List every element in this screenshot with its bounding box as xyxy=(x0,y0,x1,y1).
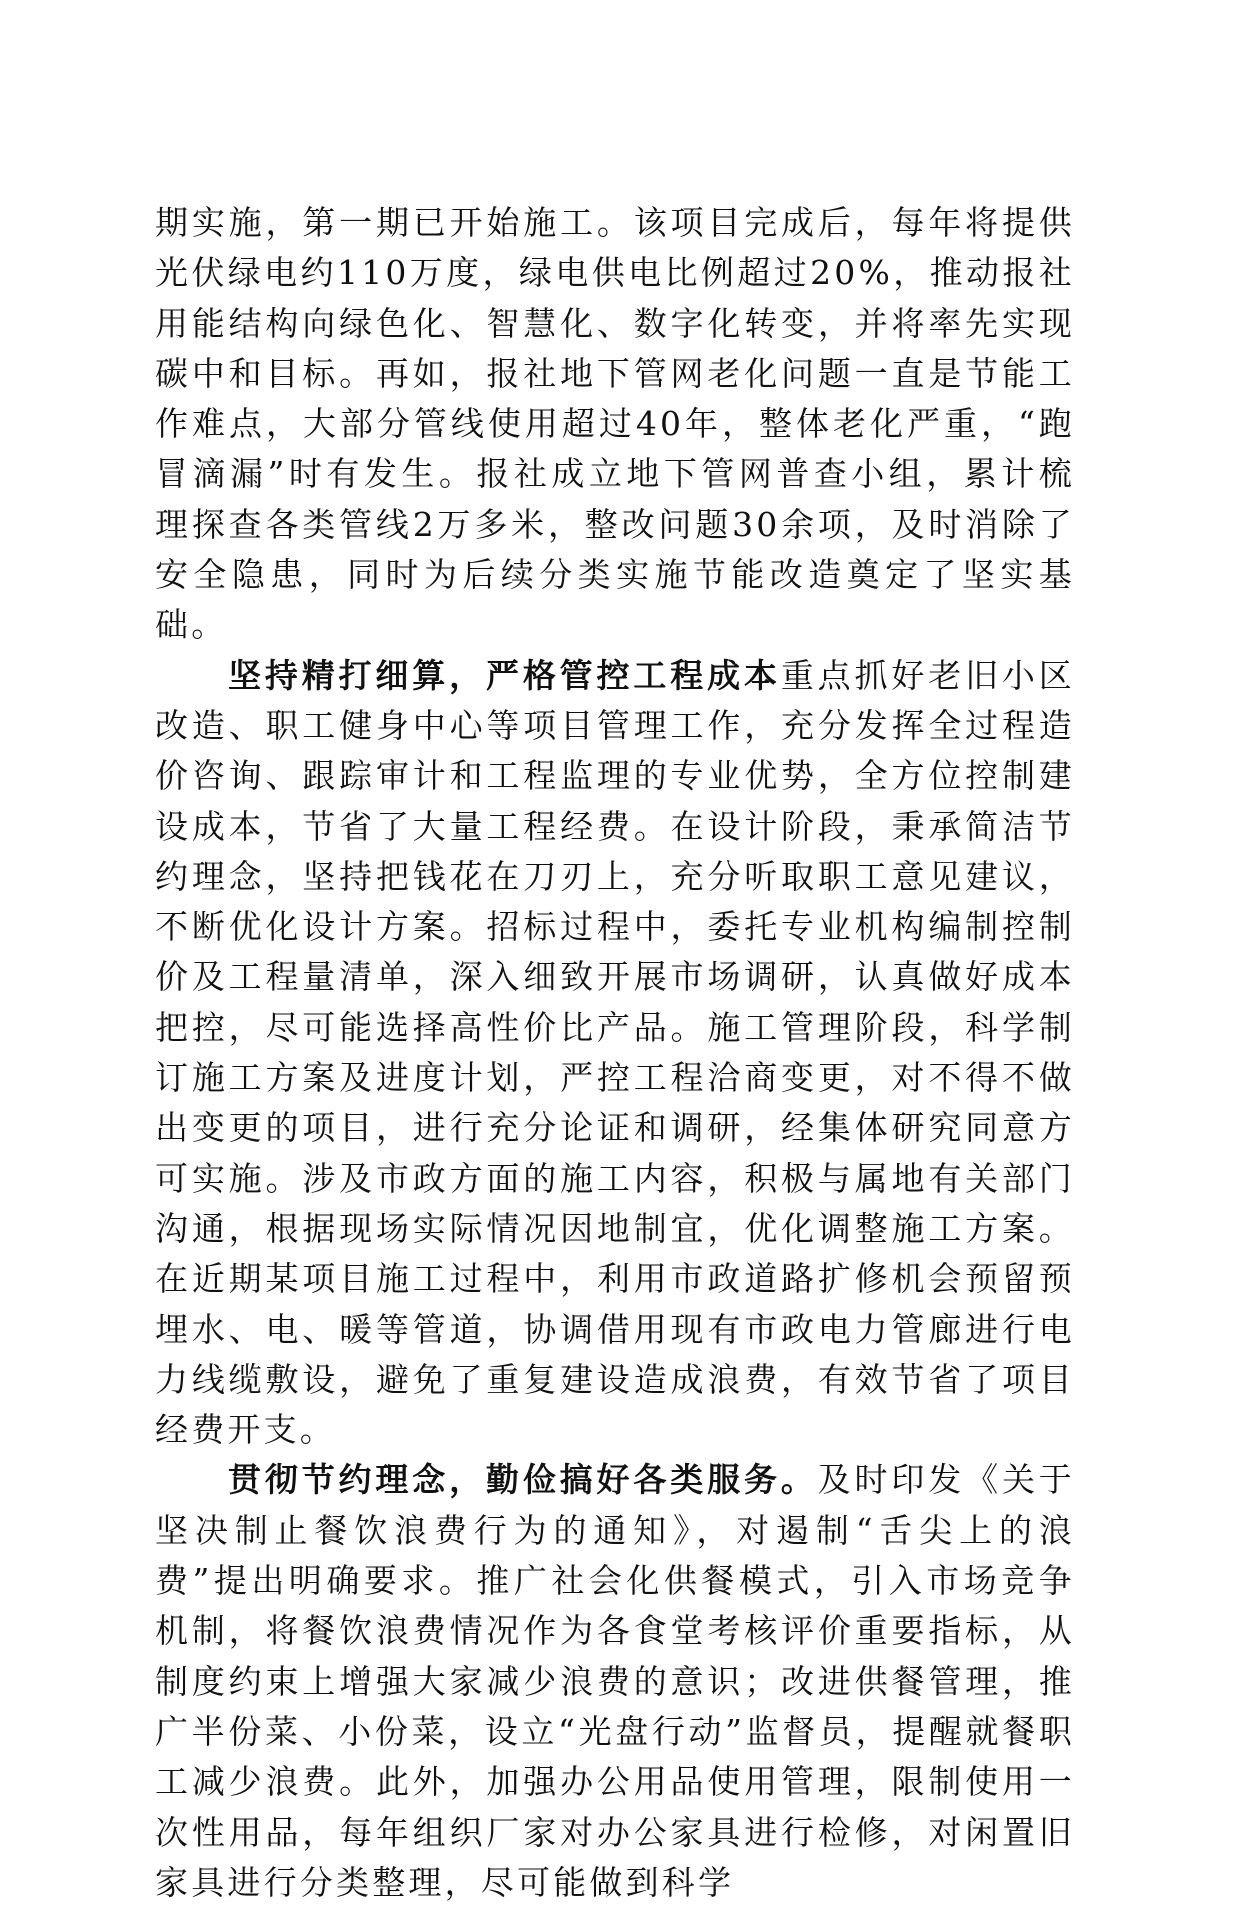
paragraph-1 xyxy=(155,198,1075,651)
paragraph-2 xyxy=(155,651,1075,1456)
paragraph-3-heading: 贯彻节约理念，勤俭搞好各类服务。 xyxy=(228,1460,818,1500)
paragraph-3 xyxy=(155,1455,1075,1908)
paragraph-2-heading: 坚持精打细算，严格管控工程成本 xyxy=(228,655,781,695)
paragraph-2-body: 重点抓好老旧小区改造、职工健身中心等项目管理工作，充分发挥全过程造价咨询、跟踪审计和工程监理的专业优势，全方位控制建设成本，节省了大量工程经费。在设计阶段，秉承简洁节约理念，坚持把钱花在刀刃上，充分听取职工意见建议，不断优化设计方案。招标过程中，委托专业机构编制控制价及工程量清单，深入细致开展市场调研，认真做好成本把控，尽可能选择高性价比产品。施工管理阶段，科学制订施工方案及进度计划，严控工程洽商变更，对不得不做出变更的项目，进行充分论证和调研，经集体研究同意方可实施。涉及市政方面的施工内容，积极与属地有关部门沟通，根据现场实际情况因地制宜，优化调整施工方案。在近期某项目施工过程中，利用市政道路扩修机会预留预埋水、电、暖等管道，协调借用现有市政电力管廊进行电力线缆敷设，避免了重复建设造成浪费，有效节省了项目经费开支。 xyxy=(155,655,1075,1450)
paragraph-3-body: 及时印发《关于坚决制止餐饮浪费行为的通知》，对遏制“舌尖上的浪费”提出明确要求。推广社会化供餐模式，引入市场竞争机制，将餐饮浪费情况作为各食堂考核评价重要指标，从制度约束上增强大家减少浪费的意识；改进供餐管理，推广半份菜、小份菜，设立“光盘行动”监督员，提醒就餐职工减少浪费。此外，加强办公用品使用管理，限制使用一次性用品，每年组织厂家对办公家具进行检修，对闲置旧家具进行分类整理，尽可能做到科学 xyxy=(155,1460,1075,1902)
paragraph-1-body: 期实施，第一期已开始施工。该项目完成后，每年将提供光伏绿电约110万度，绿电供电比例超过20%，推动报社用能结构向绿色化、智慧化、数字化转变，并将率先实现碳中和目标。再如，报社地下管网老化问题一直是节能工作难点，大部分管线使用超过40年，整体老化严重，“跑冒滴漏”时有发生。报社成立地下管网普查小组，累计梳理探查各类管线2万多米，整改问题30余项，及时消除了安全隐患，同时为后续分类实施节能改造奠定了坚实基础。 xyxy=(155,203,1075,645)
body-text xyxy=(155,198,1075,1908)
